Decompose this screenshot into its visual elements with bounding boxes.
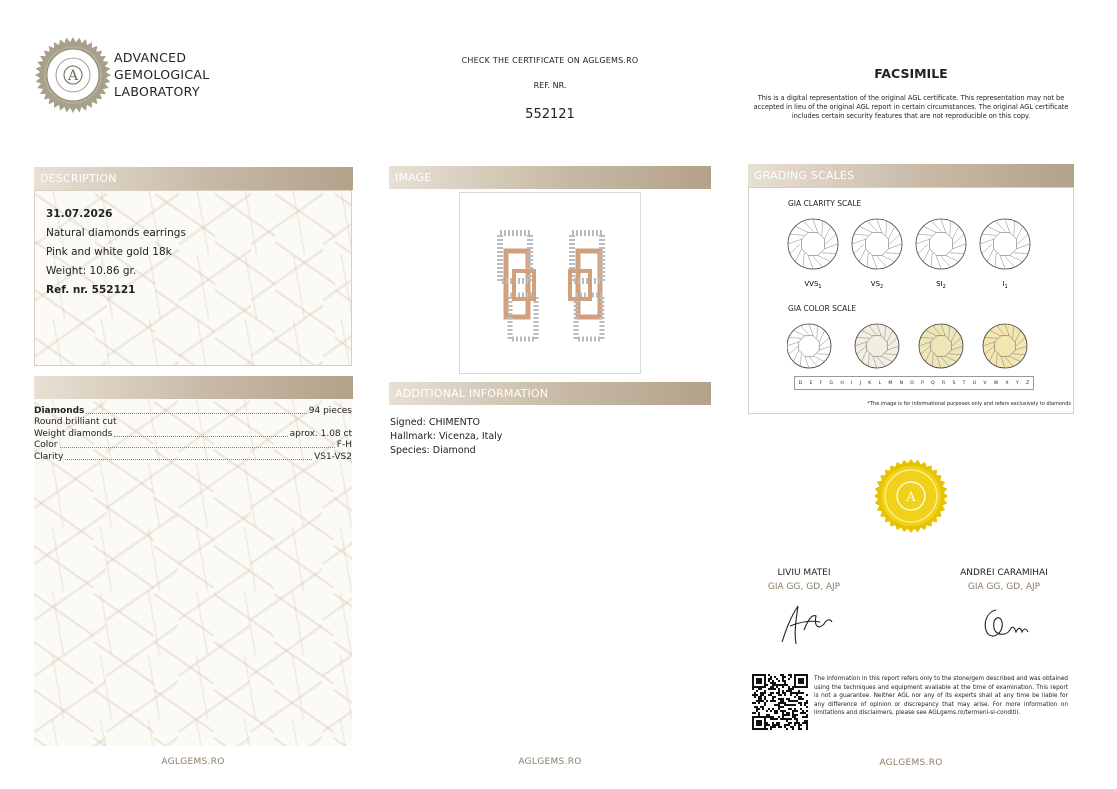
color-letter-bar — [794, 376, 1034, 390]
clarity-label: $SI_2$ — [936, 280, 946, 290]
color-letter: T — [962, 380, 966, 386]
clarity-label: $VS_2$ — [870, 280, 884, 290]
description-line: Pink and white gold 18k — [46, 246, 172, 258]
facsimile-note: This is a digital representation of the original AGL certificate. This representation may not be accepted in lieu of the original AGL report in certain circumstances. The original AGL certificate includes certain security features that are not reproducible on this copy. — [753, 94, 1069, 120]
color-letter: F — [819, 380, 823, 386]
color-letter: J — [859, 380, 861, 386]
signatory-2 — [950, 568, 1058, 592]
color-letter: X — [1005, 380, 1009, 386]
signature-1 — [776, 600, 836, 652]
qr-code[interactable] — [752, 674, 808, 730]
row-value: 94 pieces — [308, 405, 352, 416]
ref-label: REF. NR. — [533, 81, 567, 90]
diamonds-row — [34, 439, 352, 451]
ref-number: 552121 — [525, 107, 575, 122]
product-image — [459, 192, 641, 374]
color-letter: W — [993, 380, 999, 386]
disclaimer-text: The information in this report refers only to the stone/gem described and was obtained using the techniques and equipment available at the time of examination. This report is not a guarantee. Neither AGL nor any of its experts shall at any time be liable for any difference of opinion or discrepancy that may arise. For more information on limitations and disclaimers, please see AGLgems.ro/termeni-si-conditii. — [814, 676, 1068, 717]
row-label: Color — [34, 440, 58, 450]
description-line: Weight: 10.86 gr. — [46, 265, 137, 277]
facsimile-title: FACSIMILE — [874, 66, 948, 81]
color-letter: I — [851, 380, 853, 386]
additional-line: Signed: CHIMENTO — [390, 417, 480, 428]
row-label: Weight diamonds — [34, 428, 113, 439]
gold-seal — [873, 458, 949, 534]
diamonds-row — [34, 416, 352, 428]
color-letter: M — [888, 380, 893, 386]
clarity-diamonds — [787, 216, 1039, 296]
color-letter: L — [878, 380, 882, 386]
svg-text:A: A — [906, 490, 916, 505]
color-letter: S — [952, 380, 956, 386]
row-value: VS1-VS2 — [314, 451, 352, 462]
color-letter: E — [809, 380, 813, 386]
additional-line: Hallmark: Vicenza, Italy — [390, 431, 503, 442]
signatory-credentials: GIA GG, GD, AJP — [767, 582, 841, 592]
description-band: DESCRIPTION — [34, 167, 353, 190]
color-diamonds — [787, 320, 1039, 376]
color-letter: U — [972, 380, 977, 386]
clarity-label: $I_1$ — [1002, 280, 1008, 290]
signature-2 — [978, 604, 1030, 648]
row-label: Diamonds — [34, 405, 85, 416]
footer-site: AGLGEMS.RO — [161, 757, 225, 767]
clarity-label: $VVS_1$ — [804, 280, 822, 290]
clarity-scale-title: GIA CLARITY SCALE — [788, 199, 862, 208]
description-ref: Ref. nr. 552121 — [46, 284, 136, 296]
diamonds-row — [34, 450, 352, 462]
color-letter: O — [910, 380, 914, 386]
check-certificate-text: CHECK THE CERTIFICATE ON AGLGEMS.RO — [461, 56, 639, 65]
additional-info-band: ADDITIONAL INFORMATION — [389, 382, 711, 405]
color-scale-title: GIA COLOR SCALE — [788, 304, 857, 313]
color-letter: N — [899, 380, 903, 386]
lab-name-line: LABORATORY — [114, 84, 200, 99]
diamonds-panel — [34, 399, 352, 746]
color-letter: Y — [1015, 380, 1019, 386]
signatory-name: ANDREI CARAMIHAI — [960, 568, 1048, 578]
grading-band: GRADING SCALES — [748, 164, 1074, 187]
description-box — [34, 190, 352, 366]
description-date: 31.07.2026 — [46, 208, 113, 220]
color-letter: V — [983, 380, 987, 386]
row-value: F-H — [336, 440, 352, 450]
agl-seal-logo — [34, 36, 112, 114]
color-letter: D — [798, 380, 803, 386]
color-letter: P — [921, 380, 924, 386]
description-line: Natural diamonds earrings — [46, 227, 186, 239]
lab-name-line: GEMOLOGICAL — [114, 67, 210, 82]
additional-info — [390, 416, 502, 458]
color-letter: K — [868, 380, 872, 386]
diamonds-row — [34, 427, 352, 439]
footer-site: AGLGEMS.RO — [518, 757, 582, 767]
earrings-illustration — [460, 193, 640, 373]
lab-name-line: ADVANCED — [114, 50, 187, 65]
color-letter: H — [840, 380, 844, 386]
color-letter: G — [829, 380, 833, 386]
row-label: Round brilliant cut — [34, 417, 117, 427]
additional-line: Species: Diamond — [390, 445, 476, 456]
color-letter: R — [942, 380, 946, 386]
row-value: aprox. 1.08 ct — [289, 428, 352, 439]
signatory-1 — [750, 568, 858, 592]
grading-note: *The image is for informational purposes only and refers exclusively to diamonds — [867, 401, 1071, 407]
signatory-credentials: GIA GG, GD, AJP — [967, 582, 1041, 592]
lab-name — [114, 49, 209, 100]
footer-site: AGLGEMS.RO — [879, 758, 943, 768]
signatory-name: LIVIU MATEI — [777, 568, 831, 578]
color-letter: Z — [1025, 380, 1030, 386]
image-band: IMAGE — [389, 166, 711, 189]
svg-text:A: A — [67, 68, 79, 84]
diamonds-band — [34, 376, 353, 399]
diamonds-row — [34, 404, 352, 416]
row-label: Clarity — [34, 451, 64, 462]
grading-scales-box — [748, 187, 1074, 414]
color-letter: Q — [931, 380, 935, 386]
